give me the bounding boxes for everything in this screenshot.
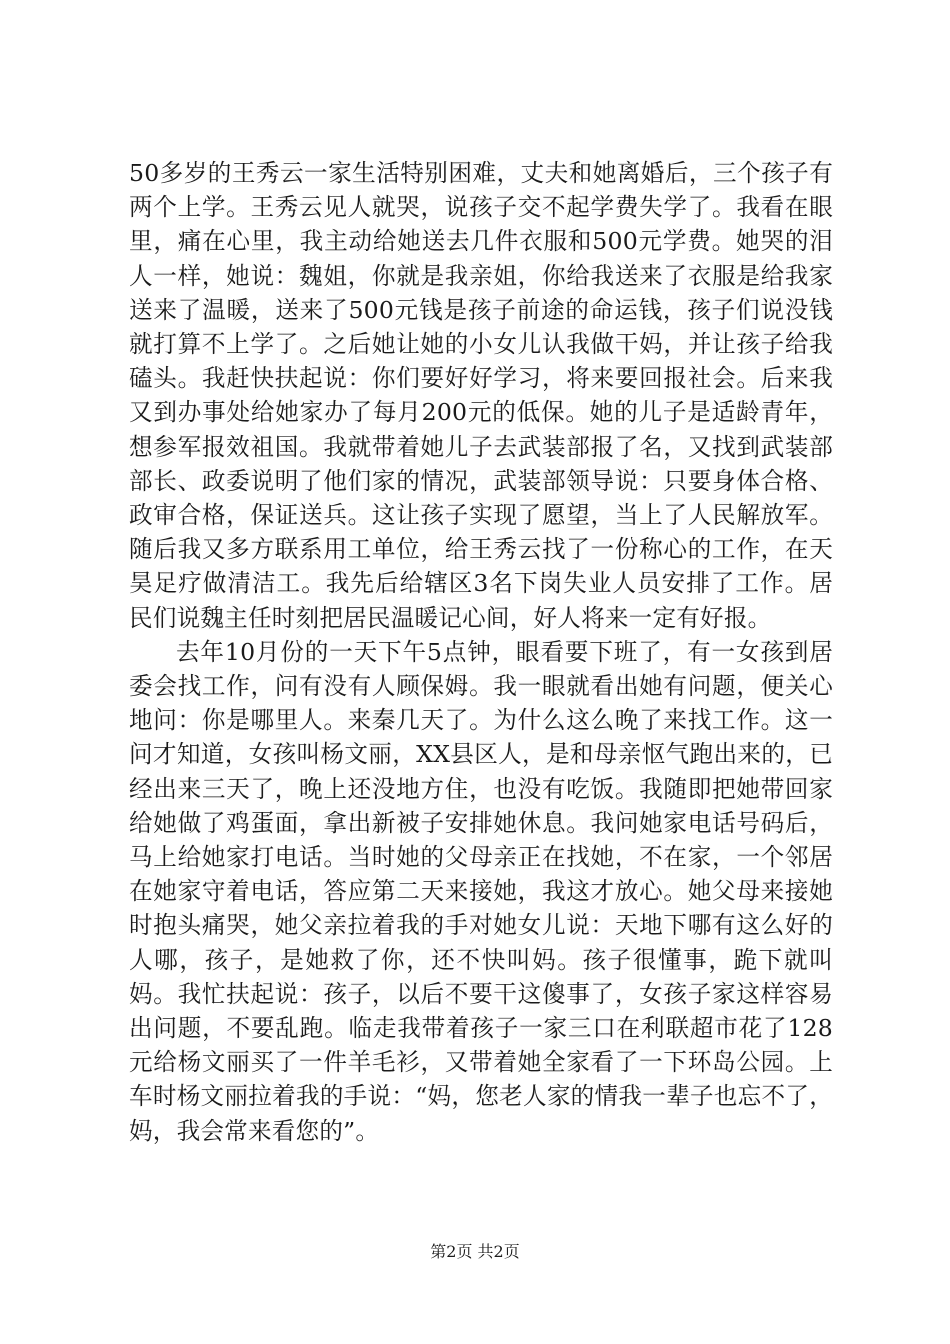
paragraph-yang-wenli: 去年10月份的一天下午5点钟，眼看要下班了，有一女孩到居委会找工作，问有没有人顾保姆。我一眼就看出她有问题，便关心地问：你是哪里人。来秦几天了。为什么这么晚了来找工作。这一问才知道，女孩叫杨文丽，XX县区人，是和母亲怄气跑出来的，已经出来三天了，晚上还没地方住，也没有吃饭。我随即把她带回家给她做了鸡蛋面，拿出新被子安排她休息。我问她家电话号码后，马上给她家打电话。当时她的父母亲正在找她，不在家，一个邻居在她家守着电话，答应第二天来接她，我这才放心。她父母来接她时抱头痛哭，她父亲拉着我的手对她女儿说：天地下哪有这么好的人哪，孩子，是她救了你，还不快叫妈。孩子很懂事，跪下就叫妈。我忙扶起说：孩子，以后不要干这傻事了，女孩子家这样容易出问题，不要乱跑。临走我带着孩子一家三口在利联超市花了128元给杨文丽买了一件羊毛衫，又带着她全家看了一下环岛公园。上车时杨文丽拉着我的手说：“妈，您老人家的情我一辈子也忘不了，妈，我会常来看您的”。 (129, 637, 833, 1145)
body-text (129, 156, 833, 1148)
paragraph-wang-xiuyun: 50多岁的王秀云一家生活特别困难，丈夫和她离婚后，三个孩子有两个上学。王秀云见人就哭，说孩子交不起学费失学了。我看在眼里，痛在心里，我主动给她送去几件衣服和500元学费。她哭的泪人一样，她说：魏姐，你就是我亲姐，你给我送来了衣服是给我家送来了温暖，送来了500元钱是孩子前途的命运钱，孩子们说没钱就打算不上学了。之后她让她的小女儿认我做干妈，并让孩子给我磕头。我赶快扶起说：你们要好好学习，将来要回报社会。后来我又到办事处给她家办了每月200元的低保。她的儿子是适龄青年，想参军报效祖国。我就带着她儿子去武装部报了名，又找到武装部部长、政委说明了他们家的情况，武装部领导说：只要身体合格、政审合格，保证送兵。这让孩子实现了愿望，当上了人民解放军。随后我又多方联系用工单位，给王秀云找了一份称心的工作，在天昊足疗做清洁工。我先后给辖区3名下岗失业人员安排了工作。居民们说魏主任时刻把居民温暖记心间，好人将来一定有好报。 (129, 159, 833, 632)
page-footer: 第2页 共2页 (430, 1242, 520, 1261)
